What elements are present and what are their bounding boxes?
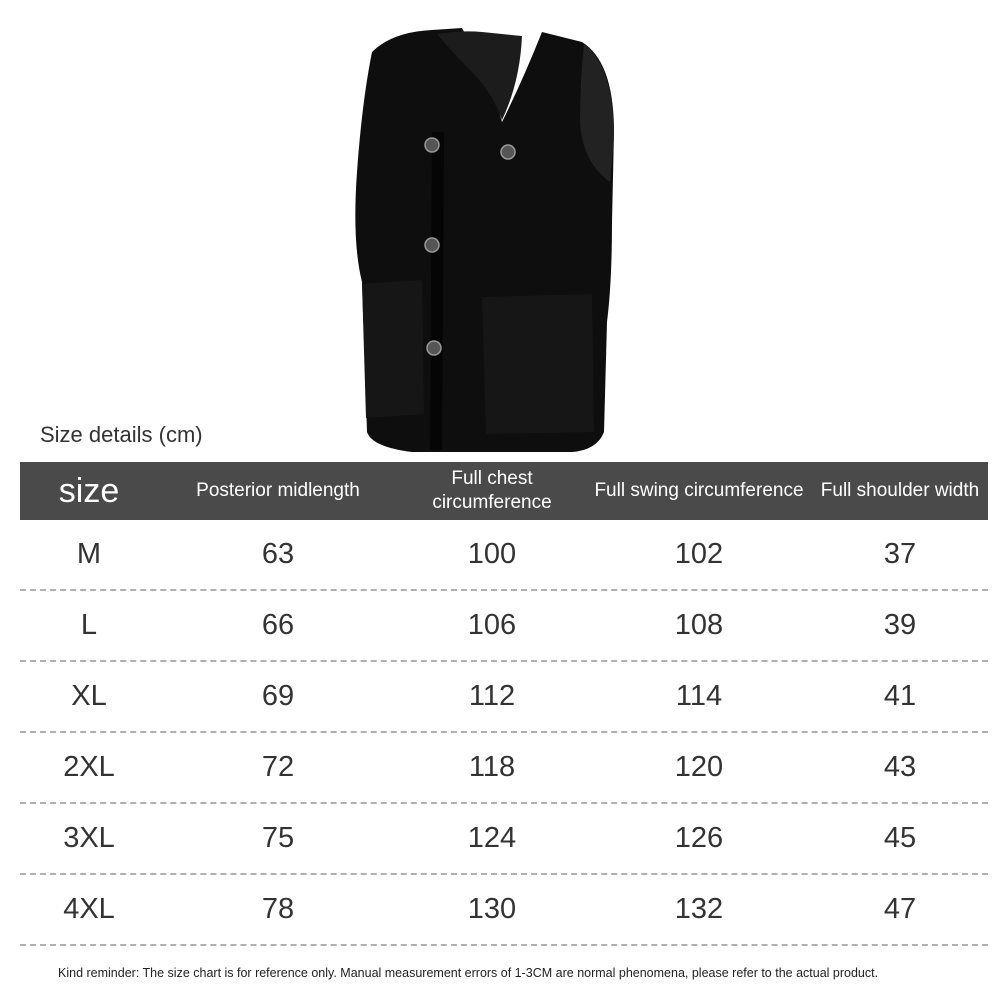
cell-posterior-midlength: 78	[261, 893, 295, 925]
cell-full-swing: 120	[674, 751, 724, 783]
vest-product-image	[352, 22, 624, 458]
cell-full-chest: 130	[467, 893, 517, 925]
cell-full-shoulder: 43	[883, 751, 917, 783]
cell-posterior-midlength: 72	[261, 751, 295, 783]
header-size: size	[58, 472, 120, 510]
header-full-shoulder: Full shoulder width	[820, 480, 980, 501]
cell-full-shoulder: 39	[883, 609, 917, 641]
cell-full-shoulder: 41	[883, 680, 917, 712]
cell-size: M	[76, 538, 102, 570]
cell-full-chest: 112	[468, 680, 516, 712]
size-table-header	[20, 462, 988, 520]
cell-full-swing: 132	[674, 893, 724, 925]
cell-posterior-midlength: 69	[261, 680, 295, 712]
cell-full-chest: 124	[467, 822, 517, 854]
table-row	[20, 591, 988, 662]
cell-size: 4XL	[63, 893, 115, 925]
cell-full-swing: 126	[674, 822, 724, 854]
cell-full-swing: 108	[674, 609, 724, 641]
cell-posterior-midlength: 75	[261, 822, 295, 854]
table-row	[20, 662, 988, 733]
cell-full-shoulder: 45	[883, 822, 917, 854]
cell-full-shoulder: 37	[883, 538, 917, 570]
cell-size: 2XL	[63, 751, 115, 783]
cell-full-swing: 102	[674, 538, 724, 570]
table-row	[20, 804, 988, 875]
cell-size: 3XL	[63, 822, 115, 854]
cell-full-shoulder: 47	[883, 893, 917, 925]
cell-posterior-midlength: 66	[261, 609, 295, 641]
size-note: Kind reminder: The size chart is for reference only. Manual measurement errors of 1-3CM are normal phenomena, please refer to the actual product.	[58, 966, 879, 980]
table-row	[20, 733, 988, 804]
cell-full-chest: 100	[467, 538, 517, 570]
cell-full-chest: 118	[468, 751, 516, 783]
table-row	[20, 520, 988, 591]
cell-size: L	[80, 609, 98, 641]
cell-full-swing: 114	[675, 680, 723, 712]
size-details-title: Size details (cm)	[40, 422, 203, 447]
cell-posterior-midlength: 63	[261, 538, 295, 570]
cell-full-chest: 106	[467, 609, 517, 641]
cell-size: XL	[71, 680, 107, 712]
table-row	[20, 875, 988, 946]
header-full-swing: Full swing circumference	[594, 480, 804, 501]
header-full-chest: Full chest circumference	[432, 468, 552, 513]
size-table-body	[20, 520, 988, 946]
header-posterior-midlength: Posterior midlength	[196, 480, 360, 501]
